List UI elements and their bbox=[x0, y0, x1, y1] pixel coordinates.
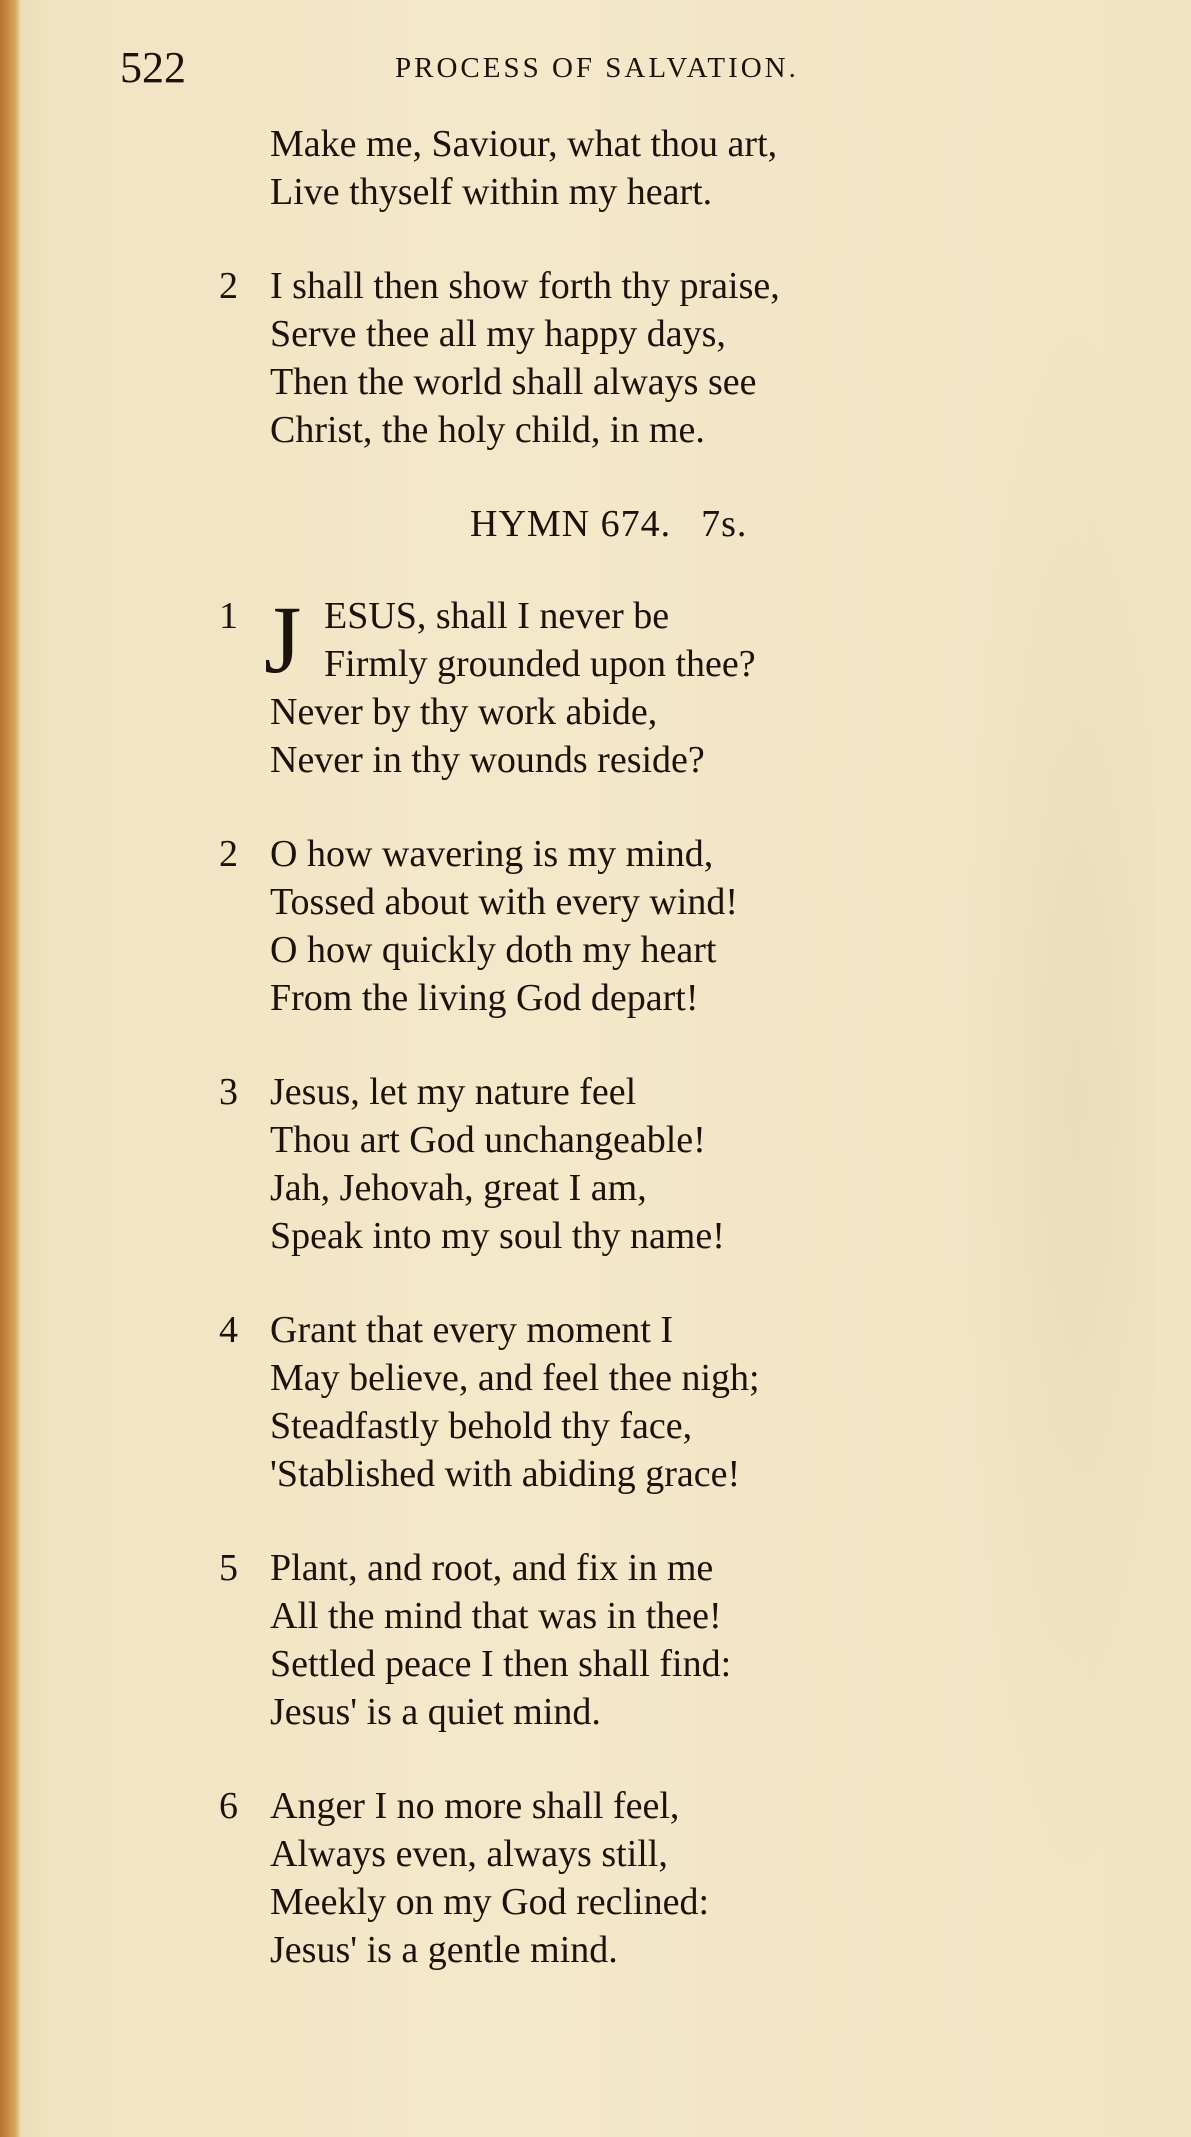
stanza-number: 4 bbox=[219, 1309, 238, 1351]
previous-hymn-stanza bbox=[0, 262, 1191, 454]
verse-line: 3 Jesus, let my nature feel bbox=[0, 1068, 1191, 1116]
verse-line: Jah, Jehovah, great I am, bbox=[270, 1167, 647, 1209]
verse-line: Steadfastly behold thy face, bbox=[270, 1405, 693, 1447]
hymn-meter: 7s. bbox=[701, 503, 748, 545]
hymn-stanza bbox=[0, 1068, 1191, 1260]
verse-line: May believe, and feel thee nigh; bbox=[270, 1357, 760, 1399]
hymn-title bbox=[0, 500, 1191, 548]
page-header bbox=[0, 42, 1191, 102]
verse-line: Firmly grounded upon thee? bbox=[324, 643, 756, 685]
stanza-number: 3 bbox=[219, 1071, 238, 1113]
verse-line: Settled peace I then shall find: bbox=[270, 1643, 732, 1685]
page-content bbox=[0, 120, 1191, 2020]
hymn-stanza bbox=[0, 830, 1191, 1022]
verse-line: O how quickly doth my heart bbox=[270, 929, 717, 971]
verse-line: Never in thy wounds reside? bbox=[270, 739, 705, 781]
stanza-number: 2 bbox=[219, 265, 238, 307]
verse-line: Live thyself within my heart. bbox=[270, 171, 713, 213]
verse-line: 4 Grant that every moment I bbox=[0, 1306, 1191, 1354]
verse-line: 'Stablished with abiding grace! bbox=[270, 1453, 741, 1495]
verse-line: Then the world shall always see bbox=[270, 361, 757, 403]
hymn-stanza bbox=[0, 1782, 1191, 1974]
page-number: 522 bbox=[120, 43, 186, 92]
verse-line: Thou art God unchangeable! bbox=[270, 1119, 706, 1161]
running-head: PROCESS OF SALVATION. bbox=[395, 52, 799, 84]
verse-line: Always even, always still, bbox=[270, 1833, 668, 1875]
stanza-number: 6 bbox=[219, 1785, 238, 1827]
verse-line: Jesus' is a gentle mind. bbox=[270, 1929, 618, 1971]
verse-line: Speak into my soul thy name! bbox=[270, 1215, 725, 1257]
verse-line: Jesus' is a quiet mind. bbox=[270, 1691, 601, 1733]
verse-line: 1 J ESUS, shall I never be bbox=[219, 586, 670, 693]
hymn-stanza bbox=[0, 1544, 1191, 1736]
hymn-number: HYMN 674. bbox=[470, 503, 672, 545]
hymn-stanza bbox=[0, 1306, 1191, 1498]
verse-line: 2 I shall then show forth thy praise, bbox=[0, 262, 1191, 310]
verse-line: Serve thee all my happy days, bbox=[270, 313, 726, 355]
stanza-number: 5 bbox=[219, 1547, 238, 1589]
verse-line: 2 O how wavering is my mind, bbox=[0, 830, 1191, 878]
stanza-number: 1 bbox=[219, 595, 238, 637]
verse-line: 5 Plant, and root, and fix in me bbox=[0, 1544, 1191, 1592]
verse-line: 6 Anger I no more shall feel, bbox=[0, 1782, 1191, 1830]
stanza-number: 2 bbox=[219, 833, 238, 875]
verse-line: From the living God depart! bbox=[270, 977, 699, 1019]
verse-line: All the mind that was in thee! bbox=[270, 1595, 722, 1637]
verse-line: Make me, Saviour, what thou art, bbox=[270, 123, 778, 165]
hymn-stanza bbox=[0, 586, 1191, 784]
continued-stanza bbox=[0, 120, 1191, 216]
verse-line: Meekly on my God reclined: bbox=[270, 1881, 710, 1923]
verse-line: Never by thy work abide, bbox=[270, 691, 658, 733]
verse-line: Tossed about with every wind! bbox=[270, 881, 739, 923]
verse-line: Christ, the holy child, in me. bbox=[270, 409, 705, 451]
drop-cap: J bbox=[264, 586, 302, 693]
